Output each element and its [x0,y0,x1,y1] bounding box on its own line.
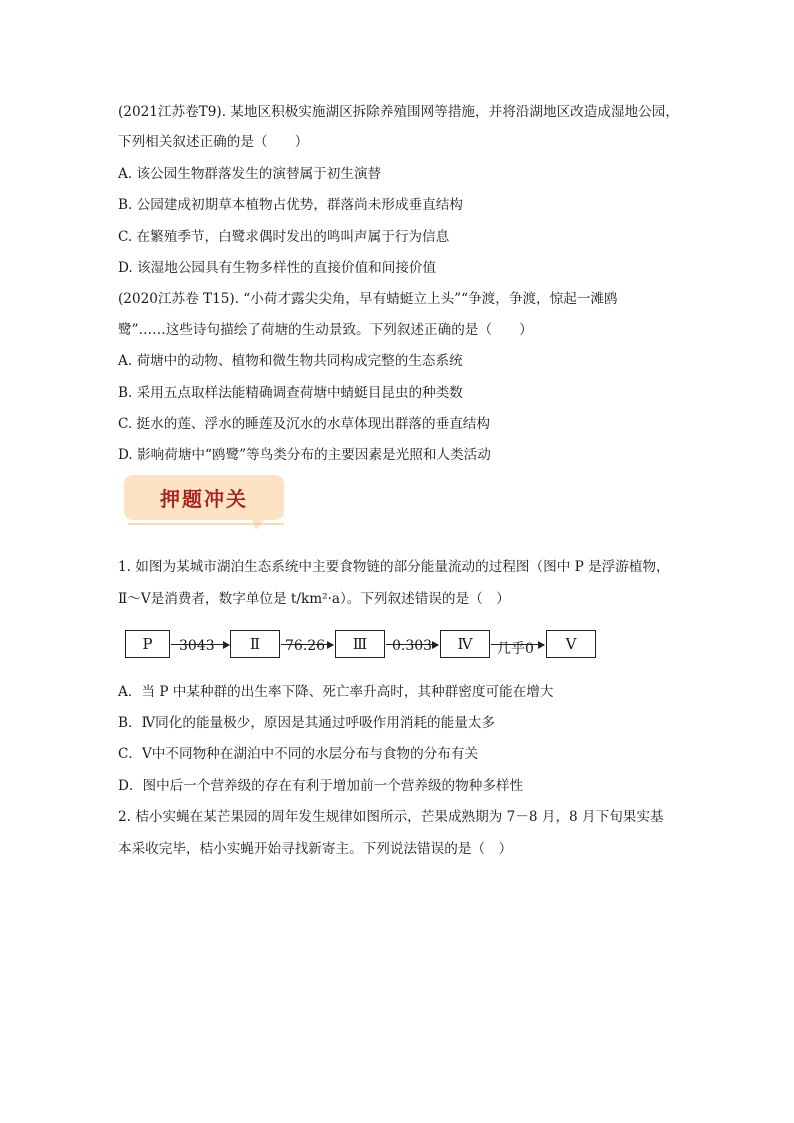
q2-stem-line-1: 2. 桔小实蝇在某芒果园的周年发生规律如图所示，芒果成熟期为 7－8 月，8 月下旬果实基 [118,809,664,825]
q2021-option-c: C. 在繁殖季节，白鹭求偶时发出的鸣叫声属于行为信息 [118,229,450,245]
q1-stem-line-2: Ⅱ～Ⅴ是消费者，数字单位是 t/km²·a）。下列叙述错误的是（ ） [118,591,510,607]
q2021-option-b: B. 公园建成初期草本植物占优势，群落尚未形成垂直结构 [118,197,463,213]
q2020-stem-line-1: (2020江苏卷 T15). “小荷才露尖尖角，早有蜻蜓立上头”“争渡，争渡，惊起一滩鸥 [118,291,618,307]
q2020-stem-line-2: 鹭”……这些诗句描绘了荷塘的生动景致。下列叙述正确的是（ ） [118,322,533,338]
flow-node-p: P [125,630,170,658]
q2021-stem-line-2: 下列相关叙述正确的是（ ） [118,134,309,150]
q2020-option-a: A. 荷塘中的动物、植物和微生物共同构成完整的生态系统 [118,353,463,369]
flow-arrow-2-label: 76.26 [285,638,326,654]
q2021-stem-line-1: (2021江苏卷T9). 某地区积极实施湖区拆除养殖围网等措施，并将沿湖地区改造成湿地公园， [118,104,679,120]
flow-arrow-3-label: 0.303 [392,638,433,654]
q1-option-c: C．Ⅴ中不同物种在湖泊中不同的水层分布与食物的分布有关 [118,746,479,762]
q2-stem-line-2: 本采收完毕，桔小实蝇开始寻找新寄主。下列说法错误的是（ ） [118,841,513,857]
q2021-option-a: A. 该公园生物群落发生的演替属于初生演替 [118,166,382,182]
q1-option-b: B．Ⅳ同化的能量极少，原因是其通过呼吸作用消耗的能量太多 [118,715,496,731]
flow-node-2: Ⅱ [230,630,280,658]
flow-arrow-3 [386,638,438,654]
energy-flow-diagram [0,628,794,664]
banner-title: 押题冲关 [160,487,248,511]
flow-arrow-4 [491,641,544,657]
q2020-option-c: C. 挺水的莲、浮水的睡莲及沉水的水草体现出群落的垂直结构 [118,416,490,432]
q1-option-a: A．当 P 中某种群的出生率下降、死亡率升高时，其种群密度可能在增大 [118,684,554,700]
q2021-option-d: D. 该湿地公园具有生物多样性的直接价值和间接价值 [118,260,437,276]
flow-arrow-1-label: 3043 [179,638,215,654]
q2020-option-d: D. 影响荷塘中“鸥鹭”等鸟类分布的主要因素是光照和人类活动 [118,447,491,463]
flow-arrow-1 [171,638,229,654]
flow-node-3: Ⅲ [335,630,385,658]
q1-stem-line-1: 1. 如图为某城市湖泊生态系统中主要食物链的部分能量流动的过程图（图中 P 是浮游植物， [118,559,670,575]
flow-node-4: Ⅳ [440,630,490,658]
flow-arrow-2 [281,638,333,654]
section-banner [124,474,284,520]
flow-node-5: Ⅴ [546,630,596,658]
flow-arrow-4-label: 几乎0 [497,641,534,657]
q2020-option-b: B. 采用五点取样法能精确调查荷塘中蜻蜓目昆虫的种类数 [118,385,463,401]
q1-option-d: D．图中后一个营养级的存在有利于增加前一个营养级的物种多样性 [118,778,524,794]
